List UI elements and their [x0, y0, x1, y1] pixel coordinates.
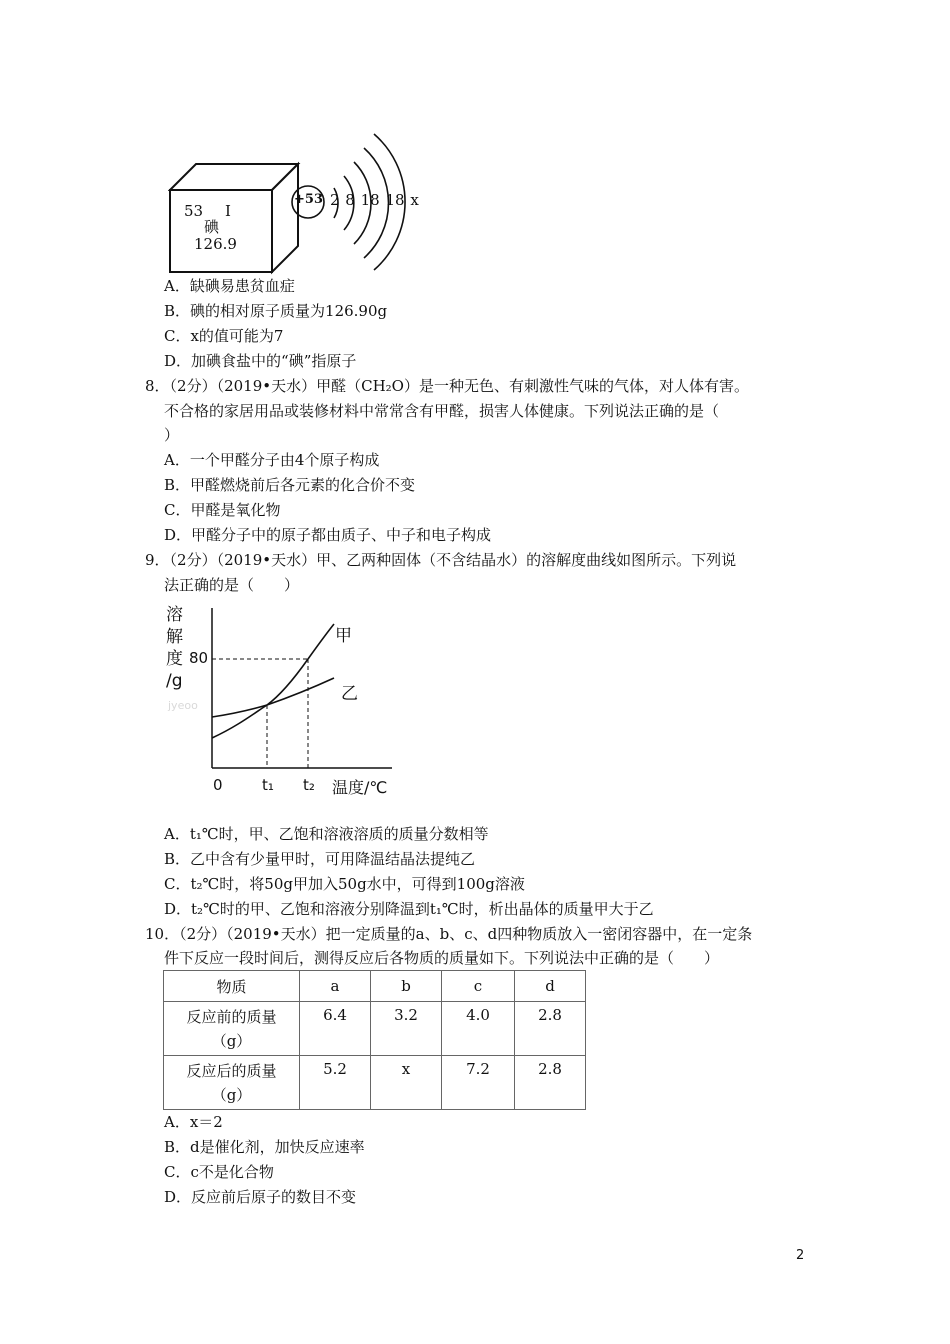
ylabel-char-1: 溶 [166, 605, 183, 625]
ylabel-char-2: 解 [166, 627, 183, 647]
table-cell: x [371, 1056, 442, 1110]
series-label-jia: 甲 [335, 626, 352, 646]
table-row [164, 1002, 586, 1056]
table-cell: 3.2 [371, 1002, 442, 1056]
q8-option-a: A．一个甲醛分子由4个原子构成 [164, 451, 380, 469]
page-number: 2 [796, 1248, 805, 1263]
q8-option-d: D．甲醛分子中的原子都由质子、中子和电子构成 [164, 526, 492, 544]
table-row-label [164, 1002, 300, 1056]
q7-option-b: B．碘的相对原子质量为126.90g [164, 302, 388, 320]
watermark-text: jyeoo [168, 699, 198, 712]
table-cell: 2.8 [515, 1056, 586, 1110]
row-label-text: 反应前的质量 [186, 1007, 277, 1026]
q8-option-b: B．甲醛燃烧前后各元素的化合价不变 [164, 476, 416, 494]
q9-option-b: B．乙中含有少量甲时，可用降温结晶法提纯乙 [164, 850, 476, 868]
row-label-unit: （g） [211, 1085, 252, 1104]
table-cell: 2.8 [515, 1002, 586, 1056]
q8-stem-line2: 不合格的家居用品或装修材料中常常含有甲醛，损害人体健康。下列说法正确的是（ [164, 402, 720, 420]
q10-option-b: B．d是催化剂，加快反应速率 [164, 1138, 365, 1156]
q9-stem-line2: 法正确的是（ ） [164, 576, 300, 594]
q7-option-a: A．缺碘易患贫血症 [164, 277, 295, 295]
q7-option-d: D．加碘食盐中的“碘”指原子 [164, 352, 357, 370]
table-row [164, 1056, 586, 1110]
row-label-unit: （g） [211, 1031, 252, 1050]
element-number: 53 [184, 202, 204, 220]
q9-stem-line1: 9．（2分）（2019•天水）甲、乙两种固体（不含结晶水）的溶解度曲线如图所示。下列说 [145, 551, 737, 569]
table-cell: 5.2 [300, 1056, 371, 1110]
table-header-cell: b [371, 971, 442, 1002]
q9-option-c: C．t₂℃时，将50g甲加入50g水中，可得到100g溶液 [164, 875, 525, 893]
table-header-cell: d [515, 971, 586, 1002]
x-tick-t2: t₂ [303, 776, 315, 794]
ylabel-char-3: 度 [166, 649, 183, 669]
q8-stem-line1: 8．（2分）（2019•天水）甲醛（CH₂O）是一种无色、有刺激性气味的气体，对人体有害。 [145, 377, 749, 395]
q9-option-d: D．t₂℃时的甲、乙饱和溶液分别降温到t₁℃时，析出晶体的质量甲大于乙 [164, 900, 654, 918]
chart-ylabel [166, 604, 183, 692]
q10-option-d: D．反应前后原子的数目不变 [164, 1188, 357, 1206]
element-mass: 126.9 [194, 235, 237, 253]
x-tick-0: 0 [213, 776, 223, 794]
q10-stem-line2: 件下反应一段时间后，测得反应后各物质的质量如下。下列说法中正确的是（ ） [164, 949, 720, 967]
q8-stem-line3: ） [164, 426, 180, 444]
q10-stem-line1: 10．（2分）（2019•天水）把一定质量的a、b、c、d四种物质放入一密闭容器中，在一定条 [145, 925, 753, 943]
series-label-yi: 乙 [341, 684, 358, 704]
table-header-cell: 物质 [164, 971, 300, 1002]
element-symbol: I [225, 202, 231, 220]
table-header-row [164, 971, 586, 1002]
x-tick-t1: t₁ [262, 776, 274, 794]
table-header-cell: c [442, 971, 515, 1002]
mass-table [163, 970, 586, 1110]
row-label-text: 反应后的质量 [186, 1061, 277, 1080]
ylabel-char-4: /g [166, 671, 183, 691]
table-row-label [164, 1056, 300, 1110]
series-jia-curve [212, 624, 334, 738]
table-header-cell: a [300, 971, 371, 1002]
q9-option-a: A．t₁℃时，甲、乙饱和溶液溶质的质量分数相等 [164, 825, 489, 843]
q10-option-c: C．c不是化合物 [164, 1163, 274, 1181]
table-cell: 7.2 [442, 1056, 515, 1110]
table-cell: 4.0 [442, 1002, 515, 1056]
q7-option-c: C．x的值可能为7 [164, 327, 284, 345]
series-yi-curve [212, 678, 334, 717]
element-name: 碘 [204, 218, 220, 236]
electron-shells: 2 8 18 18 x [330, 191, 419, 209]
y-tick-80: 80 [189, 649, 209, 667]
q8-option-c: C．甲醛是氧化物 [164, 501, 281, 519]
table-cell: 6.4 [300, 1002, 371, 1056]
q10-option-a: A．x＝2 [164, 1113, 223, 1131]
chart-xlabel: 温度/℃ [332, 778, 388, 797]
nucleus-charge: +53 [294, 192, 323, 207]
